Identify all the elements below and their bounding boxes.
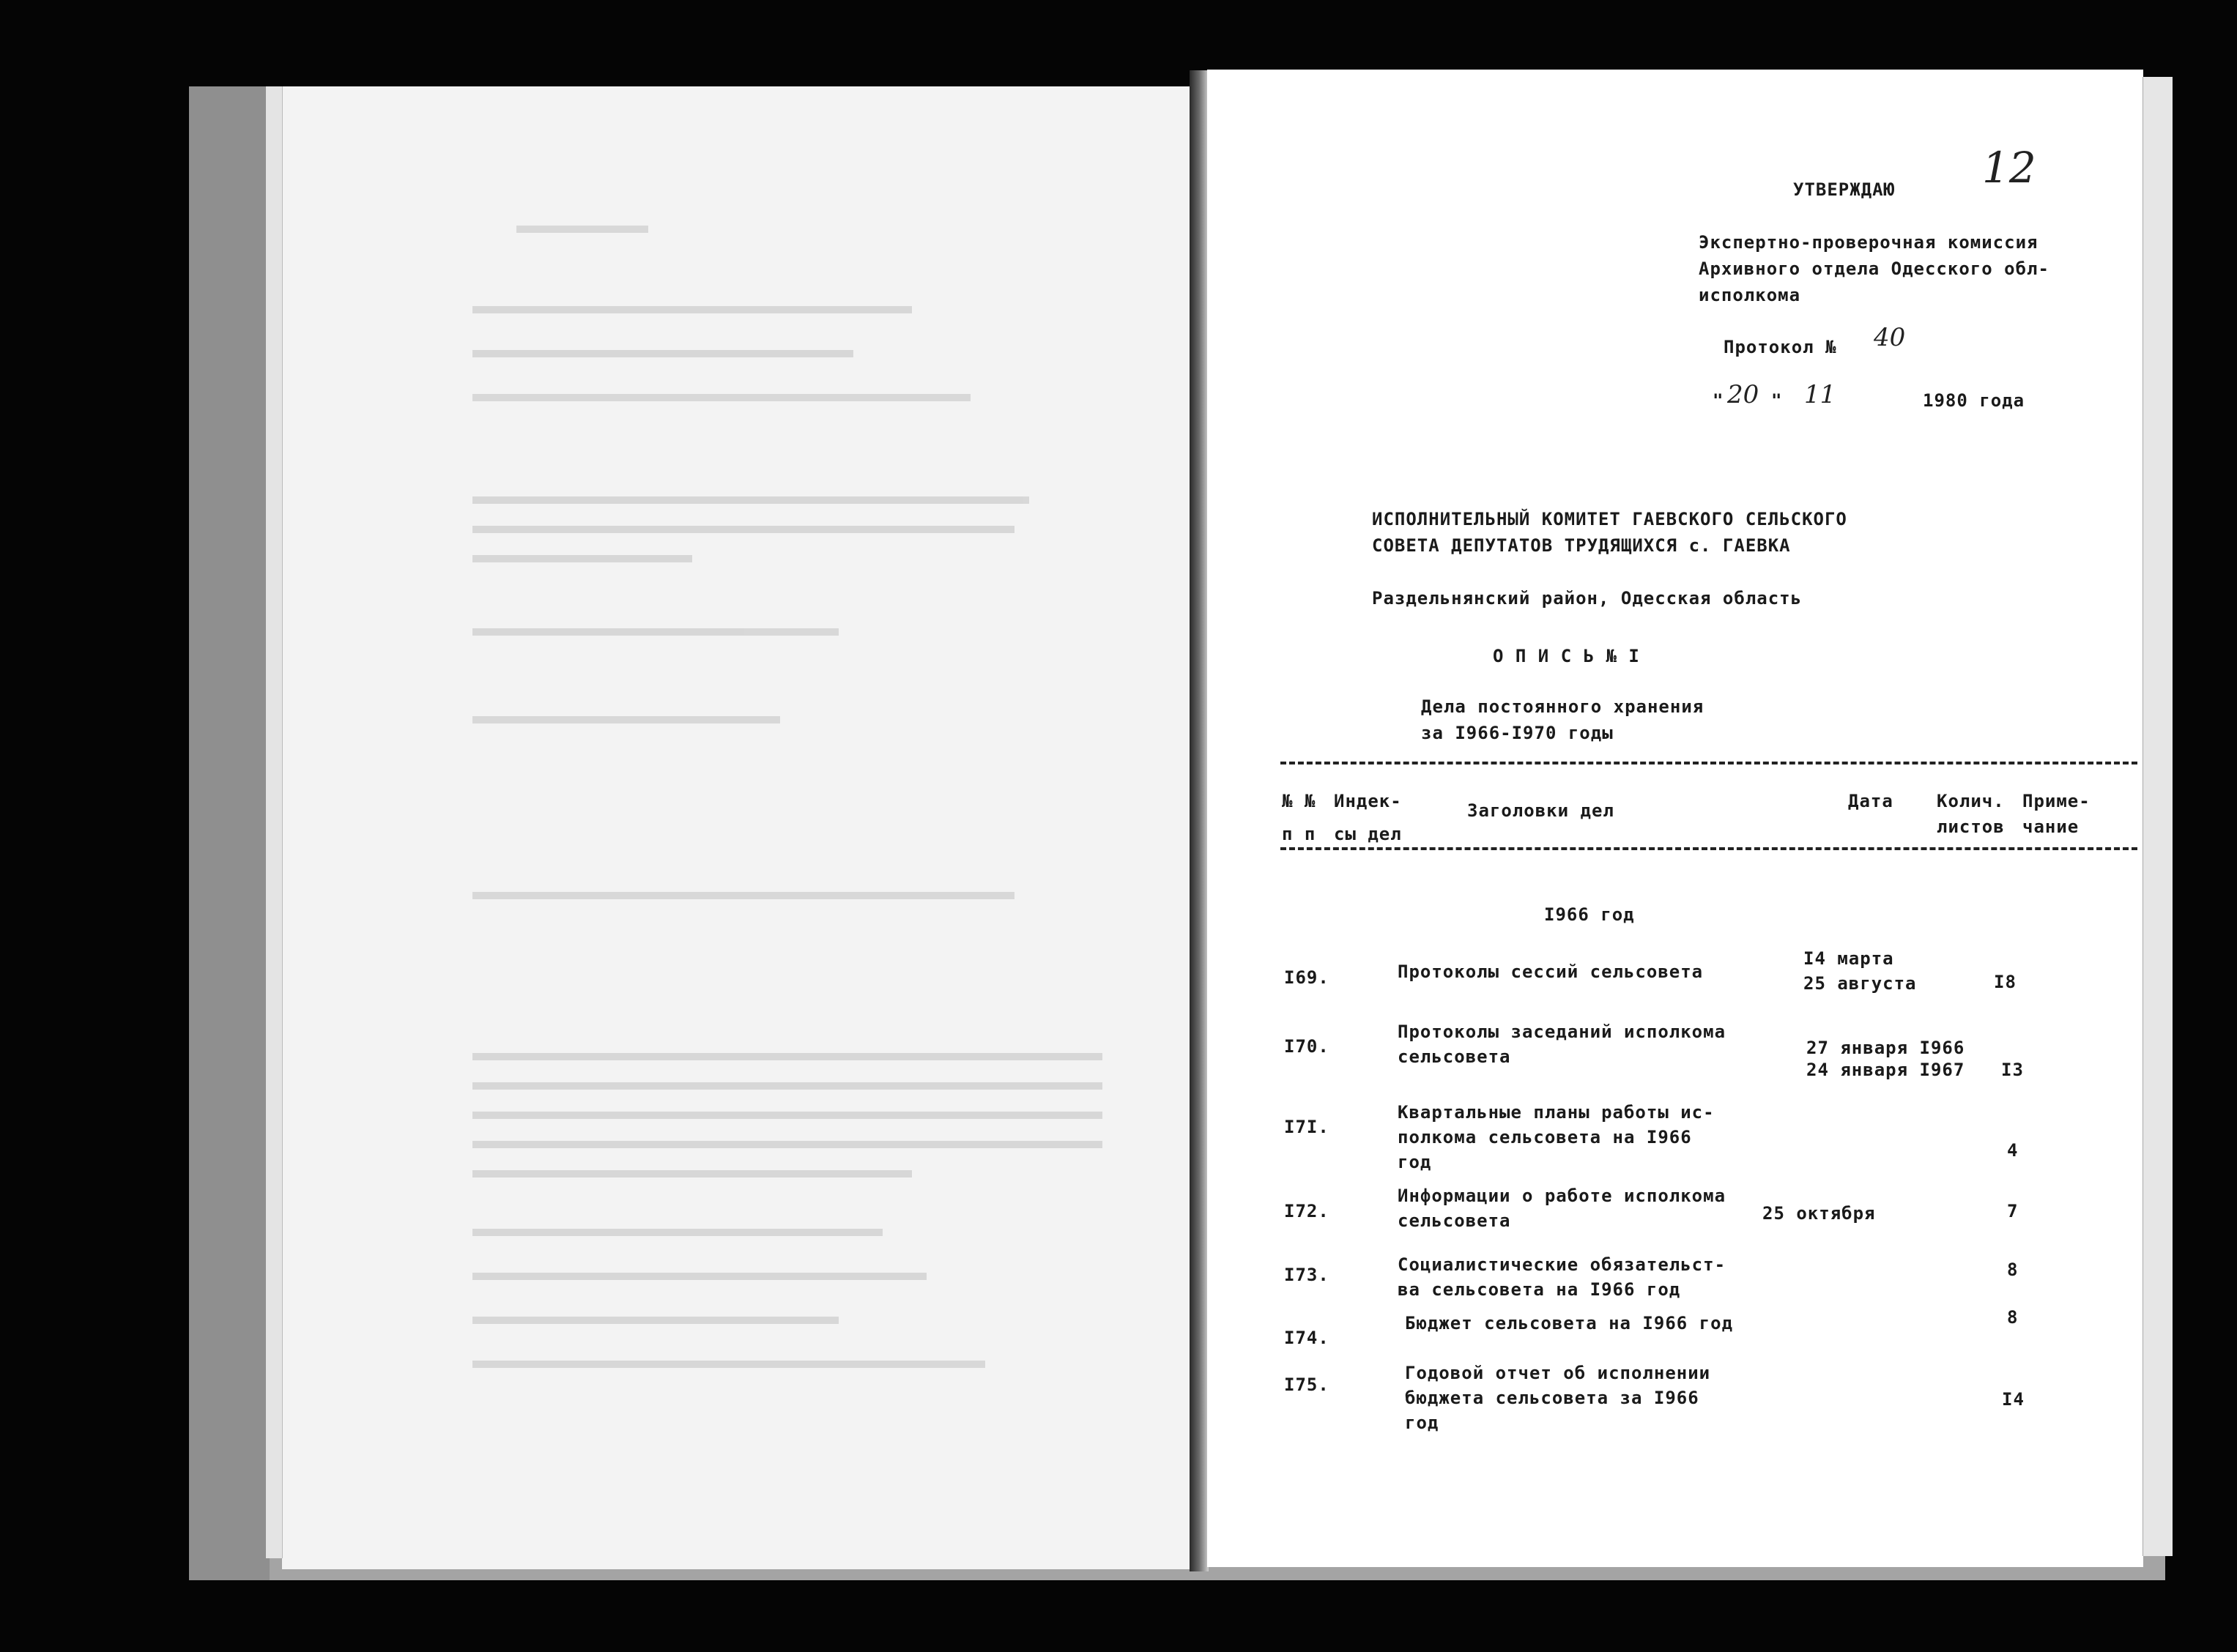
row-date-2: 24 января I967 bbox=[1806, 1060, 1965, 1080]
approval-title: УТВЕРЖДАЮ bbox=[1793, 179, 1896, 200]
header-index-a: Индек- bbox=[1334, 791, 1402, 811]
date-quote-close: " bbox=[1771, 390, 1783, 411]
date-day: 20 bbox=[1727, 380, 1759, 409]
book-spine bbox=[1190, 70, 1209, 1571]
header-note-b: чание bbox=[2022, 816, 2080, 837]
row-number: I7I. bbox=[1284, 1117, 1329, 1137]
row-count: 8 bbox=[2007, 1307, 2019, 1328]
handwritten-page-number: 12 bbox=[1982, 143, 2036, 193]
protocol-label: Протокол № bbox=[1724, 337, 1837, 357]
folder-cover-edge bbox=[189, 86, 270, 1580]
row-number: I70. bbox=[1284, 1036, 1329, 1057]
row-date-1: I4 марта bbox=[1803, 948, 1894, 969]
row-title-line-1: Бюджет сельсовета на I966 год bbox=[1405, 1313, 1734, 1333]
row-title-line-1: Квартальные планы работы ис- bbox=[1398, 1102, 1715, 1123]
date-year: 1980 года bbox=[1923, 390, 2025, 411]
header-note-a: Приме- bbox=[2022, 791, 2091, 811]
row-title-line-2: ва сельсовета на I966 год bbox=[1398, 1279, 1681, 1300]
date-month: 11 bbox=[1804, 380, 1836, 409]
row-number: I73. bbox=[1284, 1265, 1329, 1285]
row-number: I69. bbox=[1284, 967, 1329, 988]
row-title-line-1: Протоколы заседаний исполкома bbox=[1398, 1022, 1726, 1042]
row-title-line-2: сельсовета bbox=[1398, 1046, 1511, 1067]
protocol-number: 40 bbox=[1874, 323, 1906, 352]
row-date-1: 25 октября bbox=[1762, 1203, 1876, 1224]
row-count: I4 bbox=[2002, 1389, 2025, 1410]
row-title-line-1: Информации о работе исполкома bbox=[1398, 1186, 1726, 1206]
approval-line-2: Архивного отдела Одесского обл- bbox=[1699, 258, 2049, 279]
row-title-line-3: год bbox=[1398, 1152, 1432, 1172]
row-count: I3 bbox=[2001, 1060, 2024, 1080]
row-count: 4 bbox=[2007, 1140, 2019, 1161]
row-count: 8 bbox=[2007, 1260, 2019, 1280]
organization-line-3: Раздельнянский район, Одесская область bbox=[1372, 588, 1803, 609]
inventory-title: О П И С Ь № I bbox=[1493, 646, 1640, 666]
row-count: I8 bbox=[1994, 972, 2017, 992]
header-title: Заголовки дел bbox=[1467, 800, 1614, 821]
header-count-a: Колич. bbox=[1937, 791, 2005, 811]
row-date-1: 27 января I966 bbox=[1806, 1038, 1965, 1058]
header-count-b: листов bbox=[1937, 816, 2005, 837]
row-title-line-1: Социалистические обязательст- bbox=[1398, 1254, 1726, 1275]
organization-line-2: СОВЕТА ДЕПУТАТОВ ТРУДЯЩИХСЯ с. ГАЕВКА bbox=[1372, 535, 1791, 556]
row-title-line-1: Протоколы сессий сельсовета bbox=[1398, 961, 1704, 982]
left-page bbox=[282, 86, 1190, 1569]
row-title-line-2: бюджета сельсовета за I966 bbox=[1405, 1388, 1699, 1408]
inventory-subtitle-2: за I966-I970 годы bbox=[1421, 723, 1614, 743]
row-title-line-1: Годовой отчет об исполнении bbox=[1405, 1363, 1711, 1383]
row-title-line-2: сельсовета bbox=[1398, 1210, 1511, 1231]
header-bottom-rule bbox=[1280, 847, 2137, 850]
right-page-stack-edge bbox=[2143, 77, 2173, 1556]
row-number: I74. bbox=[1284, 1328, 1329, 1348]
row-number: I75. bbox=[1284, 1374, 1329, 1395]
header-date: Дата bbox=[1848, 791, 1893, 811]
header-num-b: п п bbox=[1282, 824, 1316, 844]
inventory-subtitle-1: Дела постоянного хранения bbox=[1421, 696, 1704, 717]
year-heading: I966 год bbox=[1544, 904, 1635, 925]
approval-line-1: Экспертно-проверочная комиссия bbox=[1699, 232, 2038, 253]
row-date-2: 25 августа bbox=[1803, 973, 1917, 994]
row-title-line-3: год bbox=[1405, 1413, 1439, 1433]
date-quote-open: " bbox=[1713, 390, 1724, 411]
row-number: I72. bbox=[1284, 1201, 1329, 1221]
row-title-line-2: полкома сельсовета на I966 bbox=[1398, 1127, 1692, 1147]
organization-line-1: ИСПОЛНИТЕЛЬНЫЙ КОМИТЕТ ГАЕВСКОГО СЕЛЬСКОГО bbox=[1372, 509, 1847, 529]
bleed-through-text bbox=[472, 218, 1102, 1463]
right-page bbox=[1207, 70, 2143, 1567]
row-count: 7 bbox=[2007, 1201, 2019, 1221]
left-page-stack-edge bbox=[266, 86, 283, 1558]
header-index-b: сы дел bbox=[1334, 824, 1402, 844]
header-num-a: № № bbox=[1282, 791, 1316, 811]
approval-line-3: исполкома bbox=[1699, 285, 1801, 305]
header-top-rule bbox=[1280, 762, 2137, 764]
